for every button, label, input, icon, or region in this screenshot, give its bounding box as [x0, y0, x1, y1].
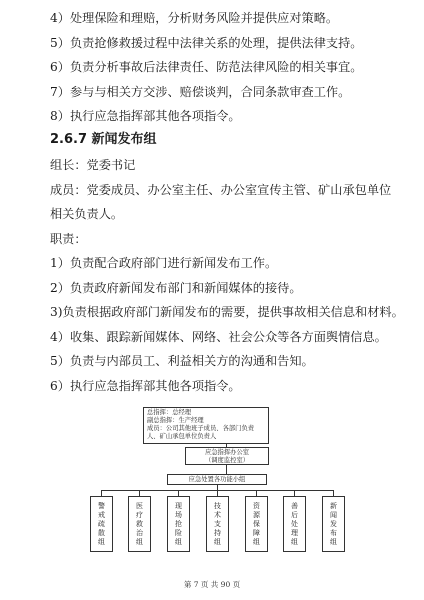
- group-box: 善后处理组: [283, 496, 306, 552]
- command-box: [143, 407, 269, 444]
- paragraph-item: 5）负责抢修救援过程中法律关系的处理，提供法律支持。: [50, 36, 363, 50]
- group-box: 医疗救治组: [128, 496, 151, 552]
- paragraph-item: 6）负责分析事故后法律责任、防范法律风险的相关事宜。: [50, 60, 363, 74]
- duty-item: 3)负责根据政府部门新闻发布的需要，提供事故相关信息和材料。: [50, 305, 404, 319]
- group-box: 新闻发布组: [322, 496, 345, 552]
- group-leader: 组长：党委书记: [50, 158, 136, 172]
- group-members-cont: 相关负责人。: [50, 207, 124, 221]
- command-line: 总指挥：总经理: [147, 409, 192, 416]
- duty-item: 2）负责政府新闻发布部门和新闻媒体的接待。: [50, 281, 302, 295]
- office-subtitle: （调度监控室）: [204, 457, 250, 464]
- duty-item: 6）执行应急指挥部其他各项指令。: [50, 379, 241, 393]
- command-line: 成员：公司其他班子成员、各部门负责: [147, 425, 255, 432]
- group-box: 技术支持组: [206, 496, 229, 552]
- functions-box: 应急处置各功能小组: [167, 474, 267, 485]
- office-box: [185, 447, 269, 465]
- duty-item: 4）收集、跟踪新闻媒体、网络、社会公众等各方面舆情信息。: [50, 330, 387, 344]
- command-line: 副总指挥：生产经理: [147, 417, 204, 424]
- group-box: 警戒疏散组: [90, 496, 113, 552]
- duty-item: 5）负责与内部员工、利益相关方的沟通和告知。: [50, 354, 314, 368]
- duty-item: 1）负责配合政府部门进行新闻发布工作。: [50, 256, 278, 270]
- office-title: 应急指挥办公室: [204, 449, 250, 456]
- duties-label: 职责：: [50, 232, 87, 246]
- group-box: 现场抢险组: [167, 496, 190, 552]
- paragraph-item: 8）执行应急指挥部其他各项指令。: [50, 109, 241, 123]
- page-footer: 第 7 页 共 90 页: [183, 580, 241, 589]
- group-box: 资源保障组: [245, 496, 268, 552]
- command-line: 人、矿山承包单位负责人: [147, 433, 217, 440]
- group-members: 成员：党委成员、办公室主任、办公室宣传主管、矿山承包单位: [50, 183, 392, 197]
- paragraph-item: 7）参与与相关方交涉、赔偿谈判，合同条款审查工作。: [50, 85, 351, 99]
- section-heading: 2.6.7 新闻发布组: [50, 132, 157, 147]
- paragraph-item: 4）处理保险和理赔，分析财务风险并提供应对策略。: [50, 11, 339, 25]
- connector-line: [226, 465, 227, 474]
